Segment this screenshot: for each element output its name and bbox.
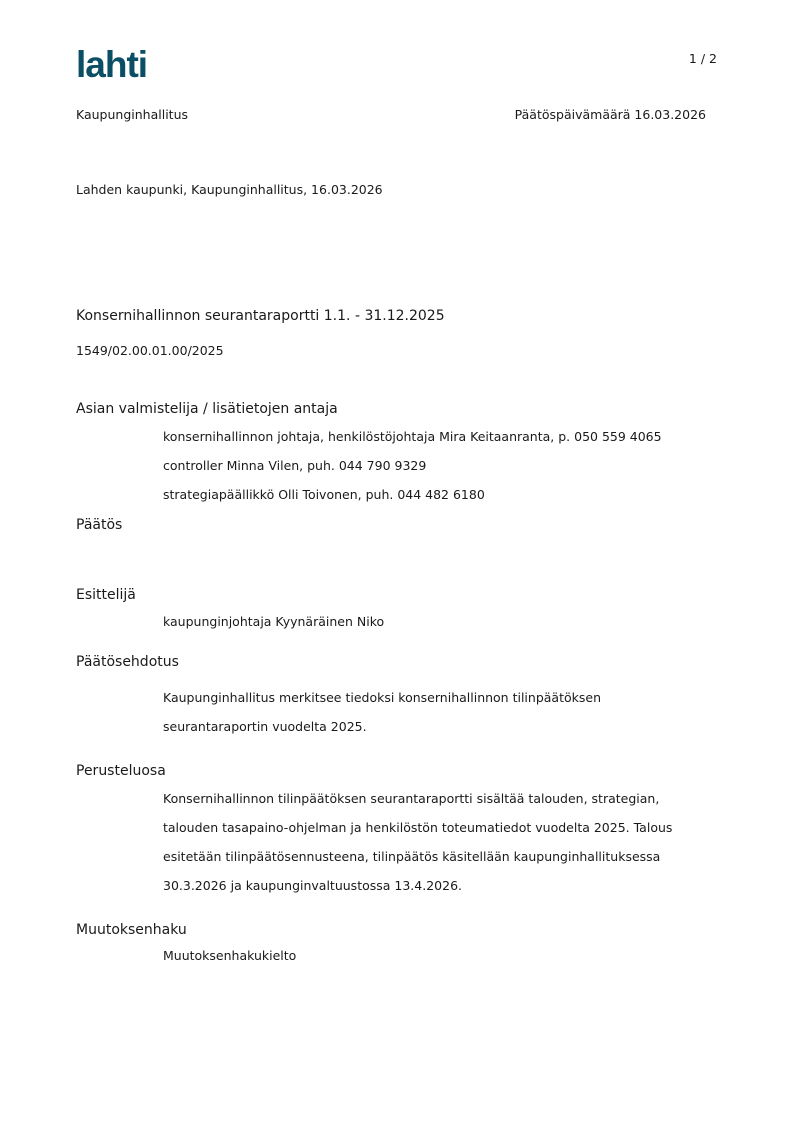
proposal-line: seurantaraportin vuodelta 2025. [163,719,367,734]
preparer-line: strategiapäällikkö Olli Toivonen, puh. 044 482 6180 [163,487,485,502]
preparer-line: controller Minna Vilen, puh. 044 790 9329 [163,458,427,473]
lahti-logo: lahti [76,44,148,85]
proposal-heading: Päätösehdotus [76,654,179,670]
appeal-heading: Muutoksenhaku [76,922,187,938]
preparer-line: konsernihallinnon johtaja, henkilöstöjohtaja Mira Keitaanranta, p. 050 559 4065 [163,429,662,444]
presenter-heading: Esittelijä [76,587,136,603]
preparer-heading: Asian valmistelija / lisätietojen antaja [76,401,338,417]
proposal-line: Kaupunginhallitus merkitsee tiedoksi konsernihallinnon tilinpäätöksen [163,690,601,705]
decision-date: Päätöspäivämäärä 16.03.2026 [514,107,706,122]
page-number: 1 / 2 [688,51,717,66]
organ-name: Kaupunginhallitus [76,107,189,122]
appeal-line: Muutoksenhakukielto [163,948,297,963]
rationale-line: talouden tasapaino-ohjelman ja henkilöstön toteumatiedot vuodelta 2025. Talous [163,820,673,835]
presenter-line: kaupunginjohtaja Kyynäräinen Niko [163,614,385,629]
diary-number: 1549/02.00.01.00/2025 [76,343,224,358]
rationale-heading: Perusteluosa [76,763,166,779]
rationale-line: 30.3.2026 ja kaupunginvaltuustossa 13.4.2026. [163,878,462,893]
decision-heading: Päätös [76,517,123,533]
rationale-line: esitetään tilinpäätösennusteena, tilinpäätös käsitellään kaupunginhallituksessa [163,849,661,864]
document-title: Konsernihallinnon seurantaraportti 1.1. - 31.12.2025 [76,308,445,324]
meeting-line: Lahden kaupunki, Kaupunginhallitus, 16.03.2026 [76,182,383,197]
rationale-line: Konsernihallinnon tilinpäätöksen seurantaraportti sisältää talouden, strategian, [163,791,660,806]
